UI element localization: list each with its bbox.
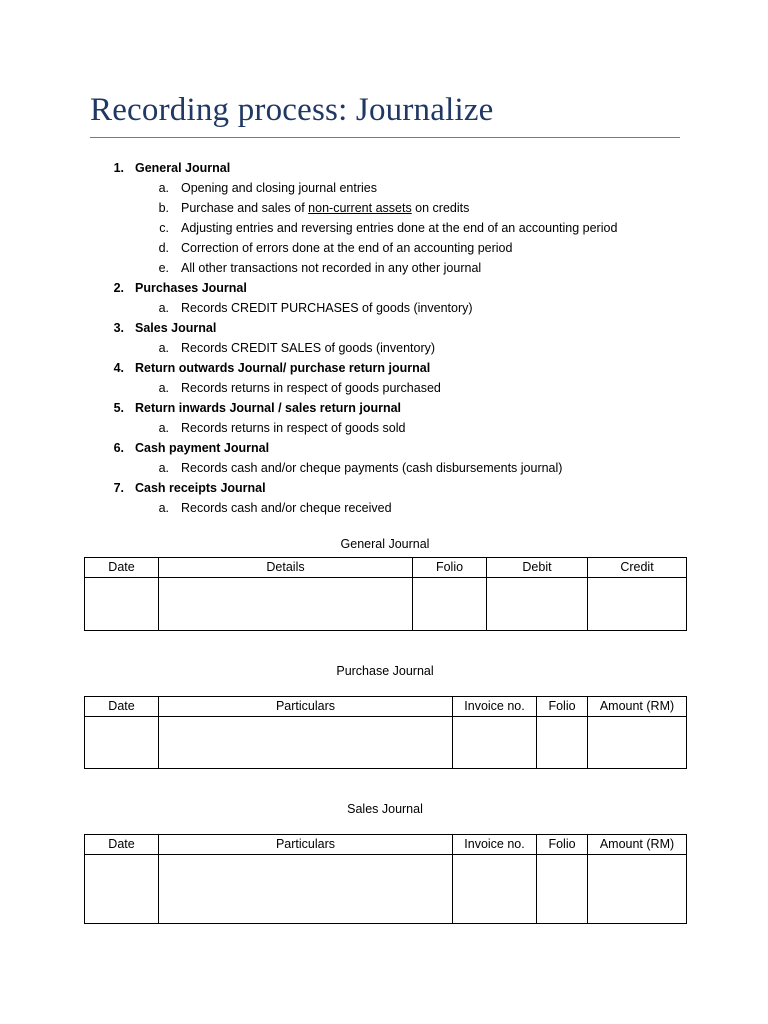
table-cell [85, 578, 159, 631]
list-number: 3. [113, 321, 124, 335]
sub-item-text [181, 198, 469, 218]
sub-item-letter: a. [158, 341, 169, 355]
column-header-details: Details [159, 558, 413, 578]
list-item-return-inwards-journal [0, 398, 768, 418]
sub-item-text: Records CREDIT PURCHASES of goods (inventory) [181, 301, 473, 315]
sub-item-letter: b. [158, 201, 169, 215]
page-title: Recording process: Journalize [90, 92, 494, 128]
list-item-label: Return inwards Journal / sales return journal [135, 401, 402, 415]
underlined-term: non-current assets [308, 201, 412, 215]
column-header-folio: Folio [537, 835, 588, 855]
sub-item [0, 178, 768, 198]
sub-item-text: Records cash and/or cheque received [181, 501, 392, 515]
list-item-return-outwards-journal [0, 358, 768, 378]
sub-item-letter: a. [158, 381, 169, 395]
table-cell [159, 855, 453, 924]
column-header-date: Date [85, 697, 159, 717]
table-cell [159, 717, 453, 769]
table-cell [487, 578, 588, 631]
column-header-debit: Debit [487, 558, 588, 578]
table-cell [159, 578, 413, 631]
sub-item-text: Adjusting entries and reversing entries done at the end of an accounting period [181, 221, 618, 235]
list-number: 6. [113, 441, 124, 455]
sub-item-text: Records CREDIT SALES of goods (inventory) [181, 341, 436, 355]
column-header-particulars: Particulars [159, 697, 453, 717]
list-number: 4. [113, 361, 124, 375]
list-item-label: Cash receipts Journal [135, 481, 266, 495]
sub-item [0, 378, 768, 398]
sub-item-text: Records returns in respect of goods purchased [181, 381, 441, 395]
table-cell [453, 855, 537, 924]
table-cell [413, 578, 487, 631]
purchase-journal-table [84, 696, 687, 769]
column-header-date: Date [85, 835, 159, 855]
sales-journal-table [84, 834, 687, 924]
column-header-credit: Credit [588, 558, 687, 578]
column-header-amount: Amount (RM) [588, 697, 687, 717]
general-journal-table [84, 557, 687, 631]
sub-item-letter: a. [158, 181, 169, 195]
table-header-row [85, 835, 687, 855]
list-number: 1. [113, 161, 124, 175]
sub-item [0, 258, 768, 278]
title-divider [90, 137, 680, 138]
list-number: 2. [113, 281, 124, 295]
sub-item [0, 418, 768, 438]
sub-item-letter: c. [159, 221, 169, 235]
table-cell [588, 855, 687, 924]
table-cell [85, 717, 159, 769]
sub-item-letter: a. [158, 501, 169, 515]
table-cell [537, 717, 588, 769]
list-item-sales-journal [0, 318, 768, 338]
list-item-label: Purchases Journal [135, 281, 247, 295]
list-item-cash-receipts-journal [0, 478, 768, 498]
table-row [85, 578, 687, 631]
list-item-label: Return outwards Journal/ purchase return journal [135, 361, 431, 375]
sub-item-text: Records cash and/or cheque payments (cash disbursements journal) [181, 461, 563, 475]
column-header-invoice-no: Invoice no. [453, 835, 537, 855]
table-cell [588, 717, 687, 769]
table-cell [453, 717, 537, 769]
sub-item-letter: a. [158, 461, 169, 475]
column-header-folio: Folio [537, 697, 588, 717]
column-header-invoice-no: Invoice no. [453, 697, 537, 717]
column-header-amount: Amount (RM) [588, 835, 687, 855]
list-item-cash-payment-journal [0, 438, 768, 458]
table-cell [537, 855, 588, 924]
list-item-purchases-journal [0, 278, 768, 298]
sub-item-text: All other transactions not recorded in any other journal [181, 261, 482, 275]
sub-item-text: Opening and closing journal entries [181, 181, 377, 195]
sub-item-letter: d. [158, 241, 169, 255]
sub-item-text-post: on credits [411, 201, 470, 215]
journal-types-list [0, 158, 768, 518]
list-item-label: Cash payment Journal [135, 441, 270, 455]
list-item-label: General Journal [135, 161, 231, 175]
sub-item-letter: e. [158, 261, 169, 275]
list-number: 5. [113, 401, 124, 415]
table-cell [85, 855, 159, 924]
list-item-general-journal [0, 158, 768, 178]
sub-item [0, 298, 768, 318]
table-row [85, 717, 687, 769]
sub-item [0, 238, 768, 258]
purchase-journal-caption: Purchase Journal [336, 664, 434, 678]
column-header-particulars: Particulars [159, 835, 453, 855]
table-cell [588, 578, 687, 631]
sub-item [0, 198, 768, 218]
sub-item [0, 338, 768, 358]
table-header-row [85, 558, 687, 578]
sub-item-text-pre: Purchase and sales of [181, 201, 309, 215]
sub-item [0, 218, 768, 238]
sales-journal-caption: Sales Journal [347, 802, 423, 816]
table-row [85, 855, 687, 924]
sub-item-letter: a. [158, 301, 169, 315]
general-journal-caption: General Journal [340, 537, 430, 551]
sub-item-letter: a. [158, 421, 169, 435]
sub-item-text: Correction of errors done at the end of an accounting period [181, 241, 513, 255]
list-item-label: Sales Journal [135, 321, 217, 335]
sub-item [0, 458, 768, 478]
list-number: 7. [113, 481, 124, 495]
table-header-row [85, 697, 687, 717]
sub-item [0, 498, 768, 518]
sub-item-text: Records returns in respect of goods sold [181, 421, 406, 435]
column-header-date: Date [85, 558, 159, 578]
column-header-folio: Folio [413, 558, 487, 578]
